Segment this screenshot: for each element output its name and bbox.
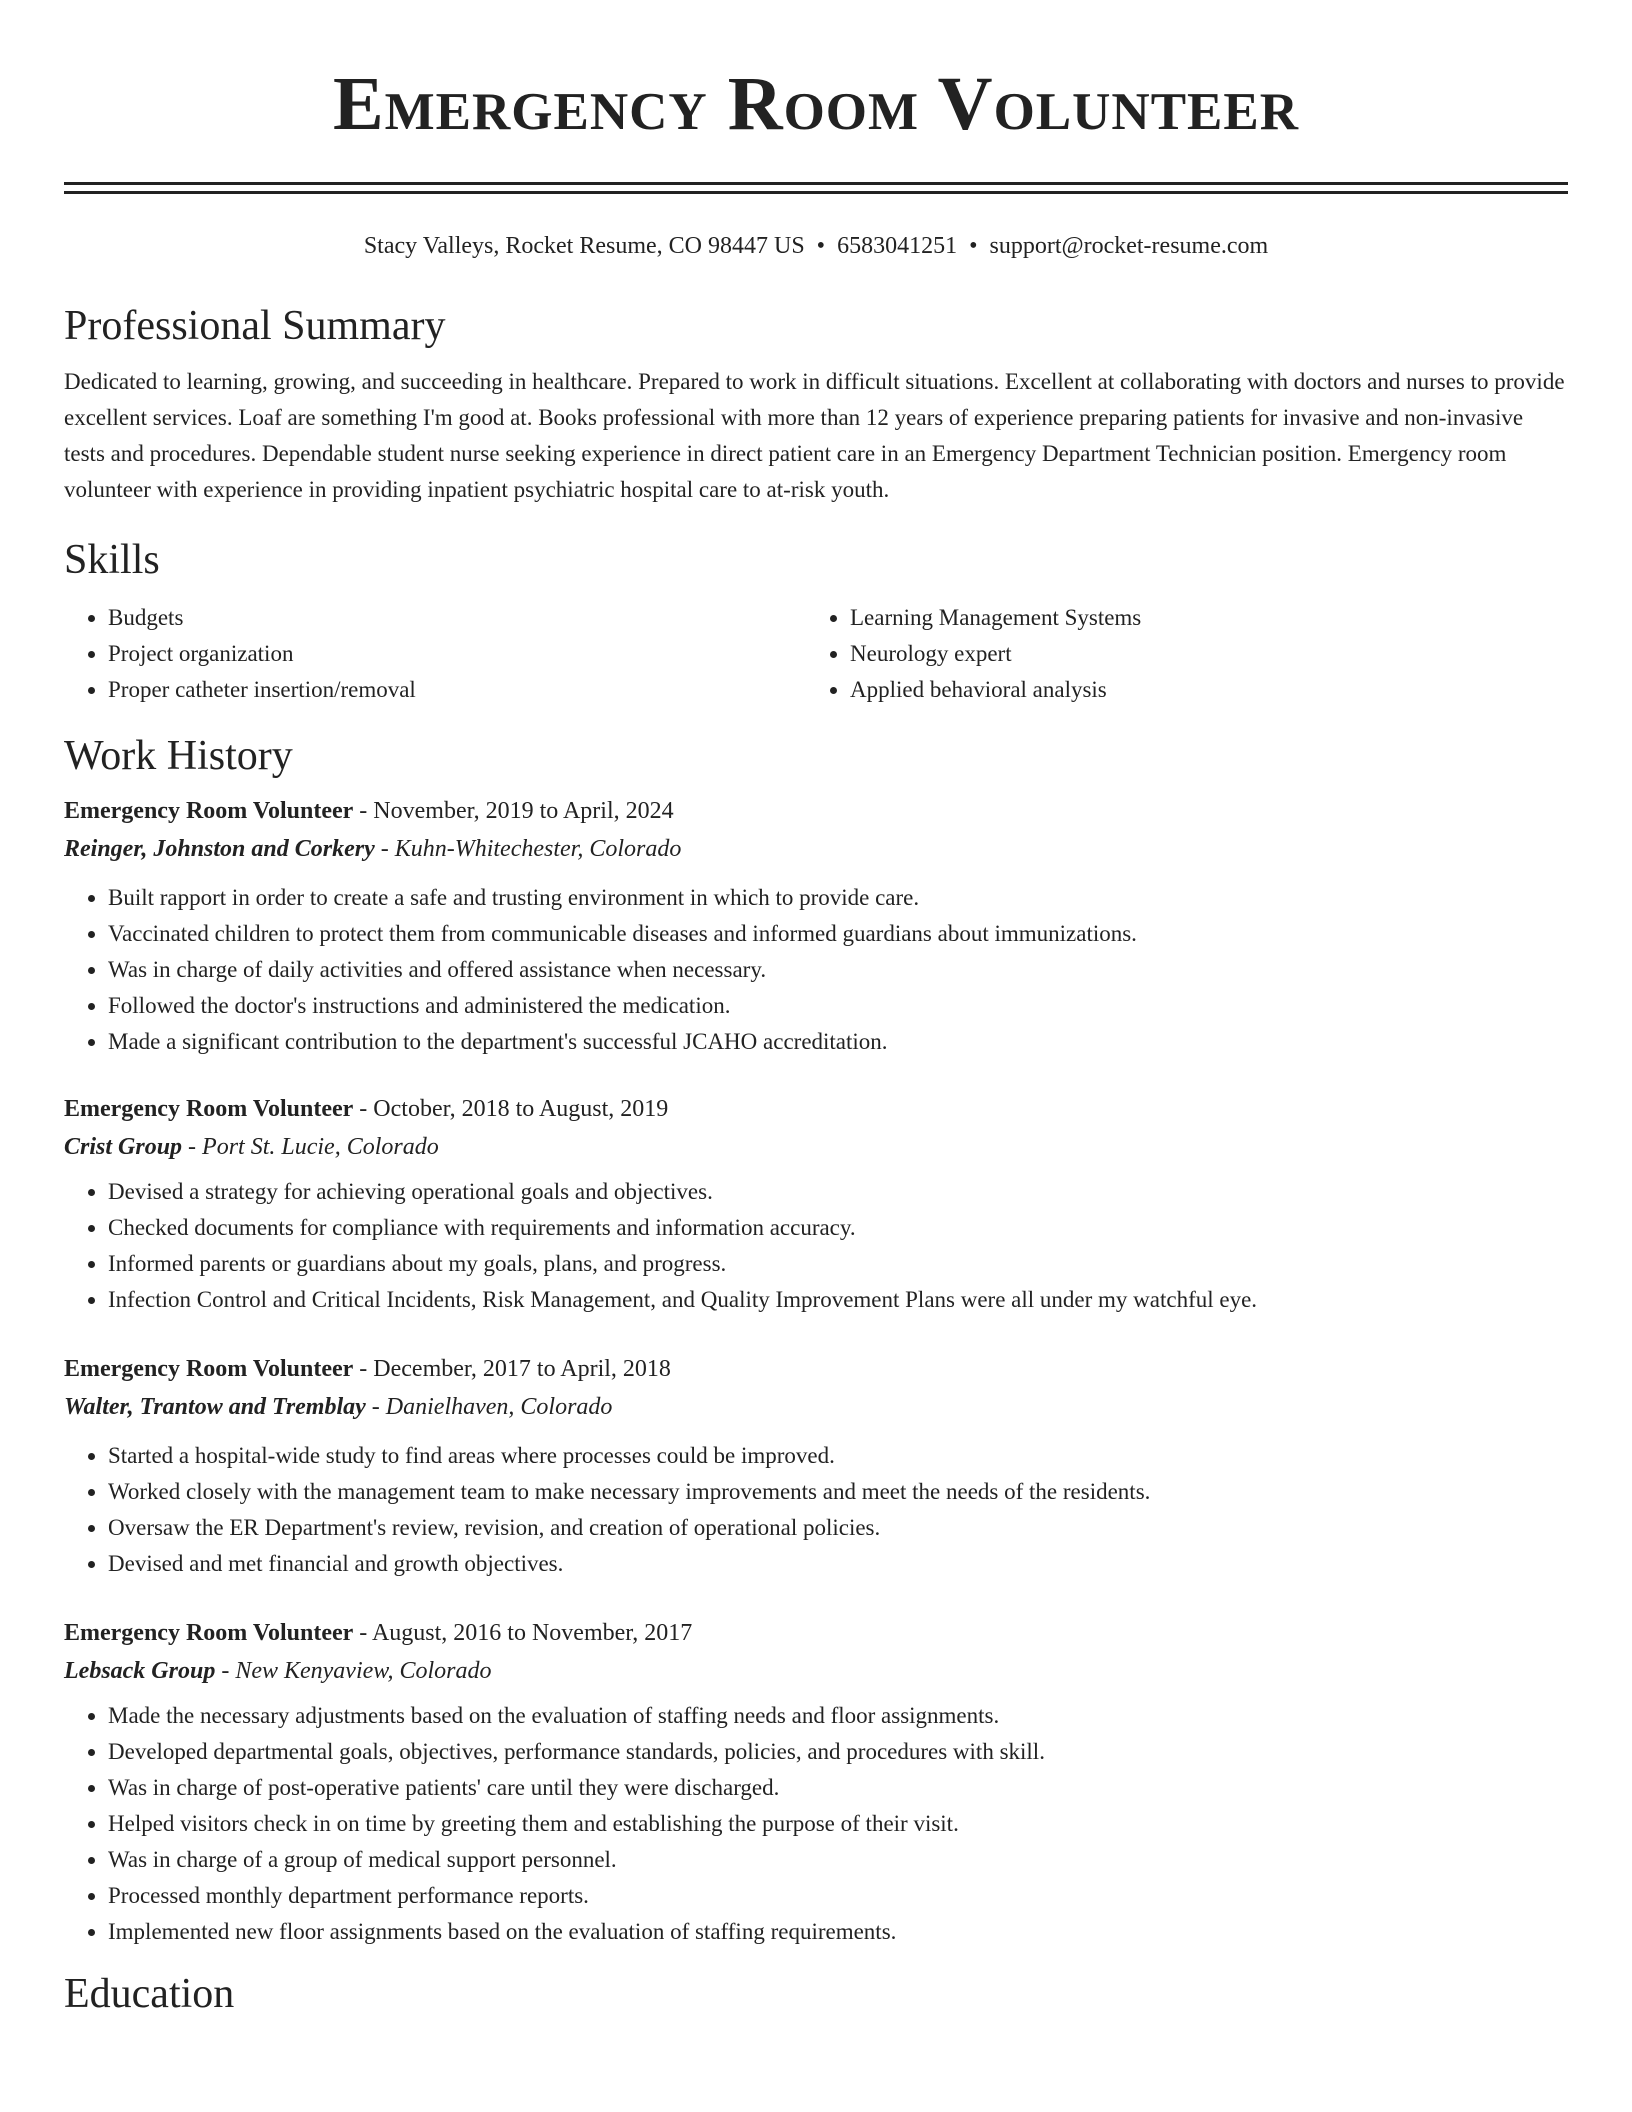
job-title-line	[64, 792, 1568, 830]
job-company-line	[64, 830, 1568, 868]
job-bullet: • Made a significant contribution to the department's successful JCAHO accreditation.	[108, 1024, 1568, 1060]
job-company: Reinger, Johnston and Corkery	[64, 836, 375, 862]
contact-phone: 6583041251	[837, 233, 958, 259]
job-bullet: • Made the necessary adjustments based on the evaluation of staffing needs and floor assignments.	[108, 1698, 1568, 1734]
job-title-line	[64, 1614, 1568, 1652]
job-location: - New Kenyaview, Colorado	[215, 1658, 492, 1684]
resume-name-heading: Emergency Room Volunteer	[332, 62, 1300, 146]
job-company: Lebsack Group	[64, 1658, 216, 1684]
job-dates: - November, 2019 to April, 2024	[353, 798, 674, 824]
contact-line	[64, 230, 1568, 262]
job-bullets	[64, 1438, 1568, 1582]
job-role: Emergency Room Volunteer	[64, 798, 354, 824]
job-bullet: • Informed parents or guardians about my goals, plans, and progress.	[108, 1246, 1568, 1282]
job-company: Crist Group	[64, 1134, 183, 1160]
job-bullet: • Vaccinated children to protect them from communicable diseases and informed guardians about immunizations.	[108, 916, 1568, 952]
education-section-title: Education	[64, 1971, 235, 2017]
job-dates: - October, 2018 to August, 2019	[353, 1096, 669, 1122]
contact-address: Stacy Valleys, Rocket Resume, CO 98447 US	[363, 233, 805, 259]
job-bullet: • Checked documents for compliance with requirements and information accuracy.	[108, 1210, 1568, 1246]
job-bullet: • Helped visitors check in on time by greeting them and establishing the purpose of their visit.	[108, 1806, 1568, 1842]
contact-email: support@rocket-resume.com	[989, 233, 1269, 259]
job-bullet: • Followed the doctor's instructions and administered the medication.	[108, 988, 1568, 1024]
job-location: - Kuhn-Whitechester, Colorado	[374, 836, 682, 862]
skills-section-title: Skills	[64, 537, 160, 583]
job-location: - Danielhaven, Colorado	[365, 1394, 613, 1420]
skill-item: • Budgets	[108, 600, 806, 636]
job-company-line	[64, 1652, 1568, 1690]
skill-item: • Applied behavioral analysis	[850, 672, 1548, 708]
job-bullet: • Was in charge of a group of medical support personnel.	[108, 1842, 1568, 1878]
job-company-line	[64, 1388, 1568, 1426]
job-dates: - December, 2017 to April, 2018	[353, 1356, 671, 1382]
work-history-section-title: Work History	[64, 733, 293, 779]
job-bullet: • Infection Control and Critical Incidents, Risk Management, and Quality Improvement Plans were all under my watchful eye.	[108, 1282, 1568, 1318]
job-entry	[64, 1614, 1568, 1950]
job-bullets	[64, 1698, 1568, 1950]
job-company: Walter, Trantow and Tremblay	[64, 1394, 366, 1420]
job-role: Emergency Room Volunteer	[64, 1356, 354, 1382]
job-bullet: • Devised a strategy for achieving operational goals and objectives.	[108, 1174, 1568, 1210]
job-bullet: • Devised and met financial and growth objectives.	[108, 1546, 1568, 1582]
job-bullet: • Started a hospital-wide study to find areas where processes could be improved.	[108, 1438, 1568, 1474]
job-role: Emergency Room Volunteer	[64, 1096, 354, 1122]
job-company-line	[64, 1128, 1568, 1166]
skill-item: • Project organization	[108, 636, 806, 672]
job-bullets	[64, 880, 1568, 1060]
job-bullets	[64, 1174, 1568, 1318]
contact-separator: •	[969, 233, 978, 259]
job-bullet: • Was in charge of post-operative patients' care until they were discharged.	[108, 1770, 1568, 1806]
job-dates: - August, 2016 to November, 2017	[353, 1620, 693, 1646]
skills-column-left	[64, 600, 806, 708]
job-role: Emergency Room Volunteer	[64, 1620, 354, 1646]
skill-item: • Neurology expert	[850, 636, 1548, 672]
job-bullet: • Built rapport in order to create a safe and trusting environment in which to provide care.	[108, 880, 1568, 916]
job-entry	[64, 1090, 1568, 1318]
job-location: - Port St. Lucie, Colorado	[182, 1134, 439, 1160]
job-entry	[64, 792, 1568, 1060]
skill-item: • Proper catheter insertion/removal	[108, 672, 806, 708]
job-bullet: • Processed monthly department performance reports.	[108, 1878, 1568, 1914]
job-entry	[64, 1350, 1568, 1582]
job-title-line	[64, 1090, 1568, 1128]
header-double-rule	[64, 182, 1568, 194]
job-bullet: • Implemented new floor assignments based on the evaluation of staffing requirements.	[108, 1914, 1568, 1950]
summary-section-title: Professional Summary	[64, 303, 446, 349]
job-bullet: • Worked closely with the management team to make necessary improvements and meet the needs of the residents.	[108, 1474, 1568, 1510]
summary-text: Dedicated to learning, growing, and succeeding in healthcare. Prepared to work in difficult situations. Excellent at collaborating with doctors and nurses to provide excellent services. Loaf are something I'm good at. Books professional with more than 12 years of experience preparing patients for invasive and non-invasive tests and procedures. Dependable student nurse seeking experience in direct patient care in an Emergency Department Technician position. Emergency room volunteer with experience in providing inpatient psychiatric hospital care to at-risk youth.	[64, 369, 1565, 502]
job-bullet: • Oversaw the ER Department's review, revision, and creation of operational policies.	[108, 1510, 1568, 1546]
job-bullet: • Developed departmental goals, objectives, performance standards, policies, and procedures with skill.	[108, 1734, 1568, 1770]
skills-column-right	[806, 600, 1548, 708]
skills-list	[64, 600, 1568, 708]
skill-item: • Learning Management Systems	[850, 600, 1548, 636]
job-title-line	[64, 1350, 1568, 1388]
contact-separator: •	[816, 233, 826, 259]
job-bullet: • Was in charge of daily activities and offered assistance when necessary.	[108, 952, 1568, 988]
